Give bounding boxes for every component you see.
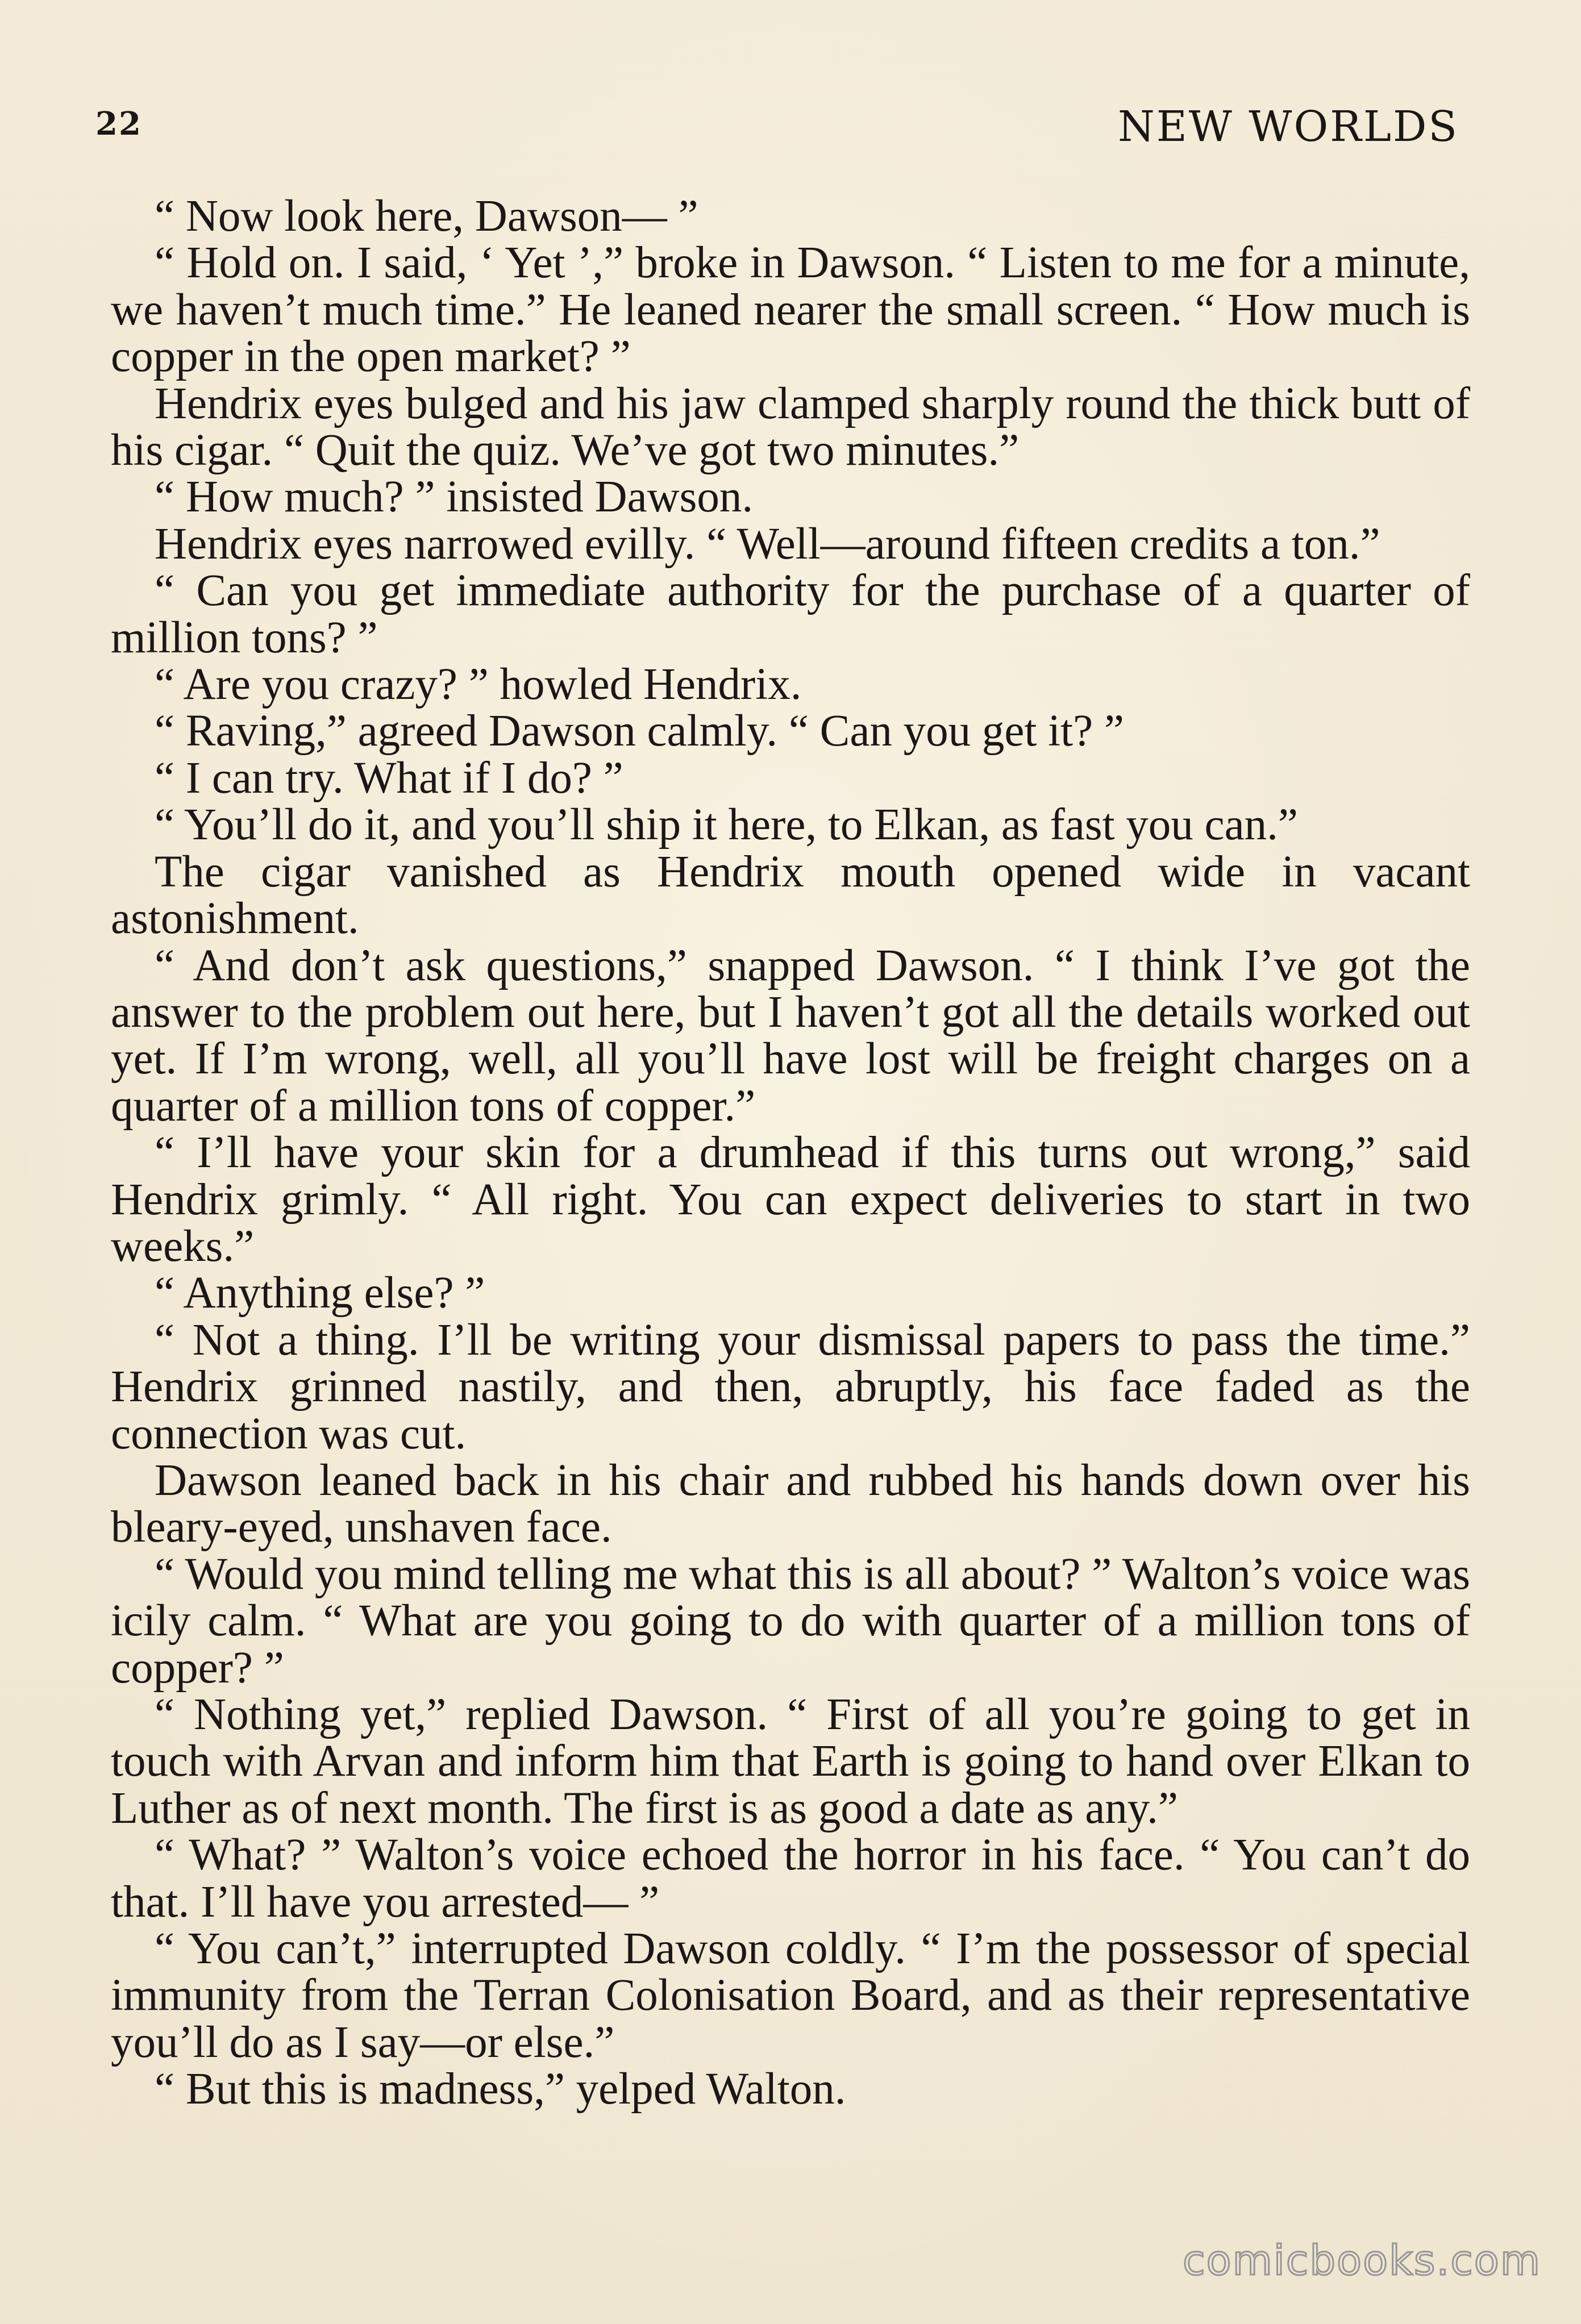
paragraph: “ Can you get immediate authority for the purchase of a quarter of million tons? ”: [111, 566, 1470, 663]
paragraph: Dawson leaned back in his chair and rubbed his hands down over his bleary-eyed, unshaven face.: [111, 1455, 1470, 1552]
paragraph: “ I can try. What if I do? ”: [155, 753, 623, 803]
paragraph: “ Nothing yet,” replied Dawson. “ First of all you’re going to get in touch with Arvan and inform him that Earth is going to hand over Elkan to Luther as of next month. The first is as good a date as any.”: [111, 1690, 1470, 1833]
paragraph: “ Not a thing. I’ll be writing your dismissal papers to pass the time.” Hendrix grinned nastily, and then, abruptly, his face faded as the connection was cut.: [111, 1315, 1470, 1459]
page-number: 22: [95, 105, 142, 143]
paragraph: Hendrix eyes bulged and his jaw clamped sharply round the thick butt of his cigar. “ Quit the quiz. We’ve got two minutes.”: [111, 378, 1470, 476]
paragraph: “ Would you mind telling me what this is all about? ” Walton’s voice was icily calm. “ What are you going to do with quarter of a million tons of copper? ”: [111, 1549, 1470, 1693]
running-title: NEW WORLDS: [1118, 102, 1459, 151]
paragraph: “ Now look here, Dawson— ”: [155, 191, 698, 241]
paragraph: “ What? ” Walton’s voice echoed the horror in his face. “ You can’t do that. I’ll have you arrested— ”: [111, 1830, 1470, 1927]
paragraph: “ Hold on. I said, ‘ Yet ’,” broke in Dawson. “ Listen to me for a minute, we haven’t much time.” He leaned nearer the small screen. “ How much is copper in the open market? ”: [111, 238, 1470, 382]
site-watermark: comicbooks.com: [1182, 2236, 1541, 2284]
paragraph: “ You’ll do it, and you’ll ship it here, to Elkan, as fast you can.”: [155, 800, 1298, 850]
paragraph: “ Are you crazy? ” howled Hendrix.: [155, 660, 802, 710]
paragraph: The cigar vanished as Hendrix mouth opened wide in vacant astonishment.: [111, 847, 1470, 944]
paragraph: “ And don’t ask questions,” snapped Dawson. “ I think I’ve got the answer to the problem out here, but I haven’t got all the details worked out yet. If I’m wrong, well, all you’ll have lost will be freight charges on a quarter of a million tons of copper.”: [111, 940, 1470, 1131]
paragraph: “ Raving,” agreed Dawson calmly. “ Can you get it? ”: [155, 706, 1124, 756]
paragraph: Hendrix eyes narrowed evilly. “ Well—around fifteen credits a ton.”: [155, 519, 1380, 569]
paragraph: “ Anything else? ”: [155, 1268, 485, 1318]
paragraph: “ I’ll have your skin for a drumhead if this turns out wrong,” said Hendrix grimly. “ All right. You can expect deliveries to start in two weeks.”: [111, 1128, 1470, 1271]
story-text: [111, 193, 1470, 2113]
paragraph: “ You can’t,” interrupted Dawson coldly. “ I’m the possessor of special immunity from the Terran Colonisation Board, and as their representative you’ll do as I say—or else.”: [111, 1924, 1470, 2067]
paragraph: “ But this is madness,” yelped Walton.: [155, 2064, 846, 2114]
paragraph: “ How much? ” insisted Dawson.: [155, 472, 754, 522]
